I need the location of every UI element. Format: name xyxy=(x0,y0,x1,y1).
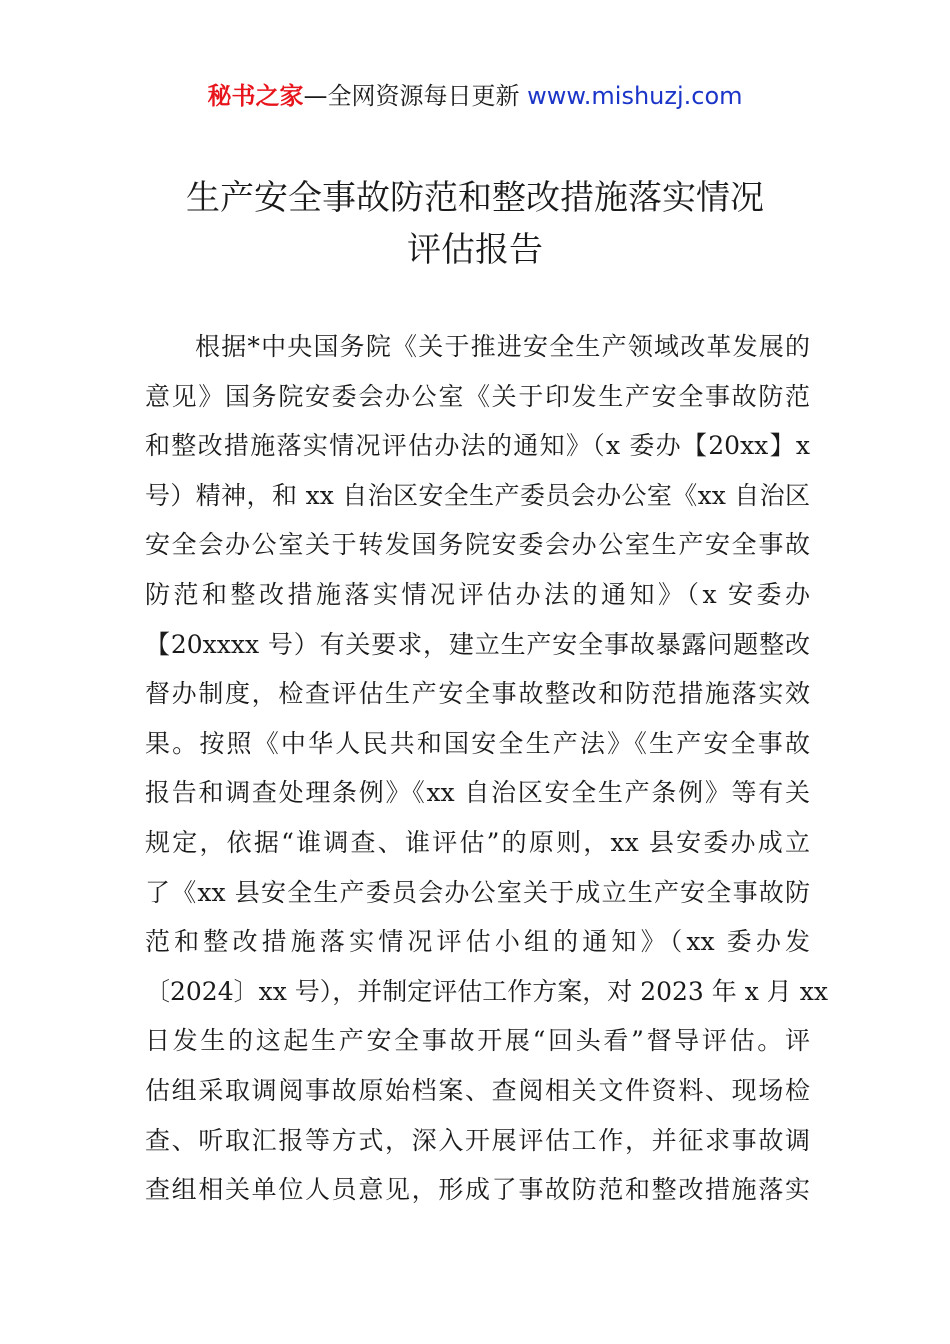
body-line: 意见》国务院安委会办公室《关于印发生产安全事故防范 xyxy=(145,381,810,411)
site-header xyxy=(0,80,950,112)
body-line: 报告和调查处理条例》《xx 自治区安全生产条例》等有关 xyxy=(145,778,810,808)
document-title xyxy=(0,172,950,276)
body-line: 了《xx 县安全生产委员会办公室关于成立生产安全事故防 xyxy=(145,877,810,907)
body-line: 【20xxxx 号）有关要求，建立生产安全事故暴露问题整改 xyxy=(145,629,810,659)
body-line: 根据*中央国务院《关于推进安全生产领域改革发展的 xyxy=(195,332,810,361)
body-line: 防范和整改措施落实情况评估办法的通知》（x 安委办 xyxy=(145,579,810,609)
body-line: 规定，依据“谁调查、谁评估”的原则，xx 县安委办成立 xyxy=(145,827,810,857)
site-url-link[interactable]: www.mishuzj.com xyxy=(527,82,743,110)
site-brand: 秘书之家 xyxy=(207,82,304,110)
body-line: 日发生的这起生产安全事故开展“回头看”督导评估。评 xyxy=(145,1026,810,1056)
document-body xyxy=(145,322,828,1215)
body-line: 估组采取调阅事故原始档案、查阅相关文件资料、现场检 xyxy=(145,1075,810,1105)
body-line: 安全会办公室关于转发国务院安委会办公室生产安全事故 xyxy=(145,530,810,560)
body-line: 果。按照《中华人民共和国安全生产法》《生产安全事故 xyxy=(145,728,810,758)
body-line: 查、听取汇报等方式，深入开展评估工作，并征求事故调 xyxy=(145,1125,810,1155)
body-line: 和整改措施落实情况评估办法的通知》（x 委办【20xx】x xyxy=(145,431,810,461)
title-line-1: 生产安全事故防范和整改措施落实情况 xyxy=(186,178,764,218)
body-line: 督办制度，检查评估生产安全事故整改和防范措施落实效 xyxy=(145,679,810,709)
body-line: 号）精神，和 xx 自治区安全生产委员会办公室《xx 自治区 xyxy=(145,480,810,510)
body-line: 查组相关单位人员意见，形成了事故防范和整改措施落实 xyxy=(145,1175,810,1205)
title-line-2: 评估报告 xyxy=(407,230,543,270)
body-line: 〔2024〕xx 号），并制定评估工作方案，对 2023 年 x 月 xx xyxy=(145,976,828,1006)
body-line: 范和整改措施落实情况评估小组的通知》（xx 委办发 xyxy=(145,927,810,957)
site-tagline: —全网资源每日更新 xyxy=(303,82,520,110)
